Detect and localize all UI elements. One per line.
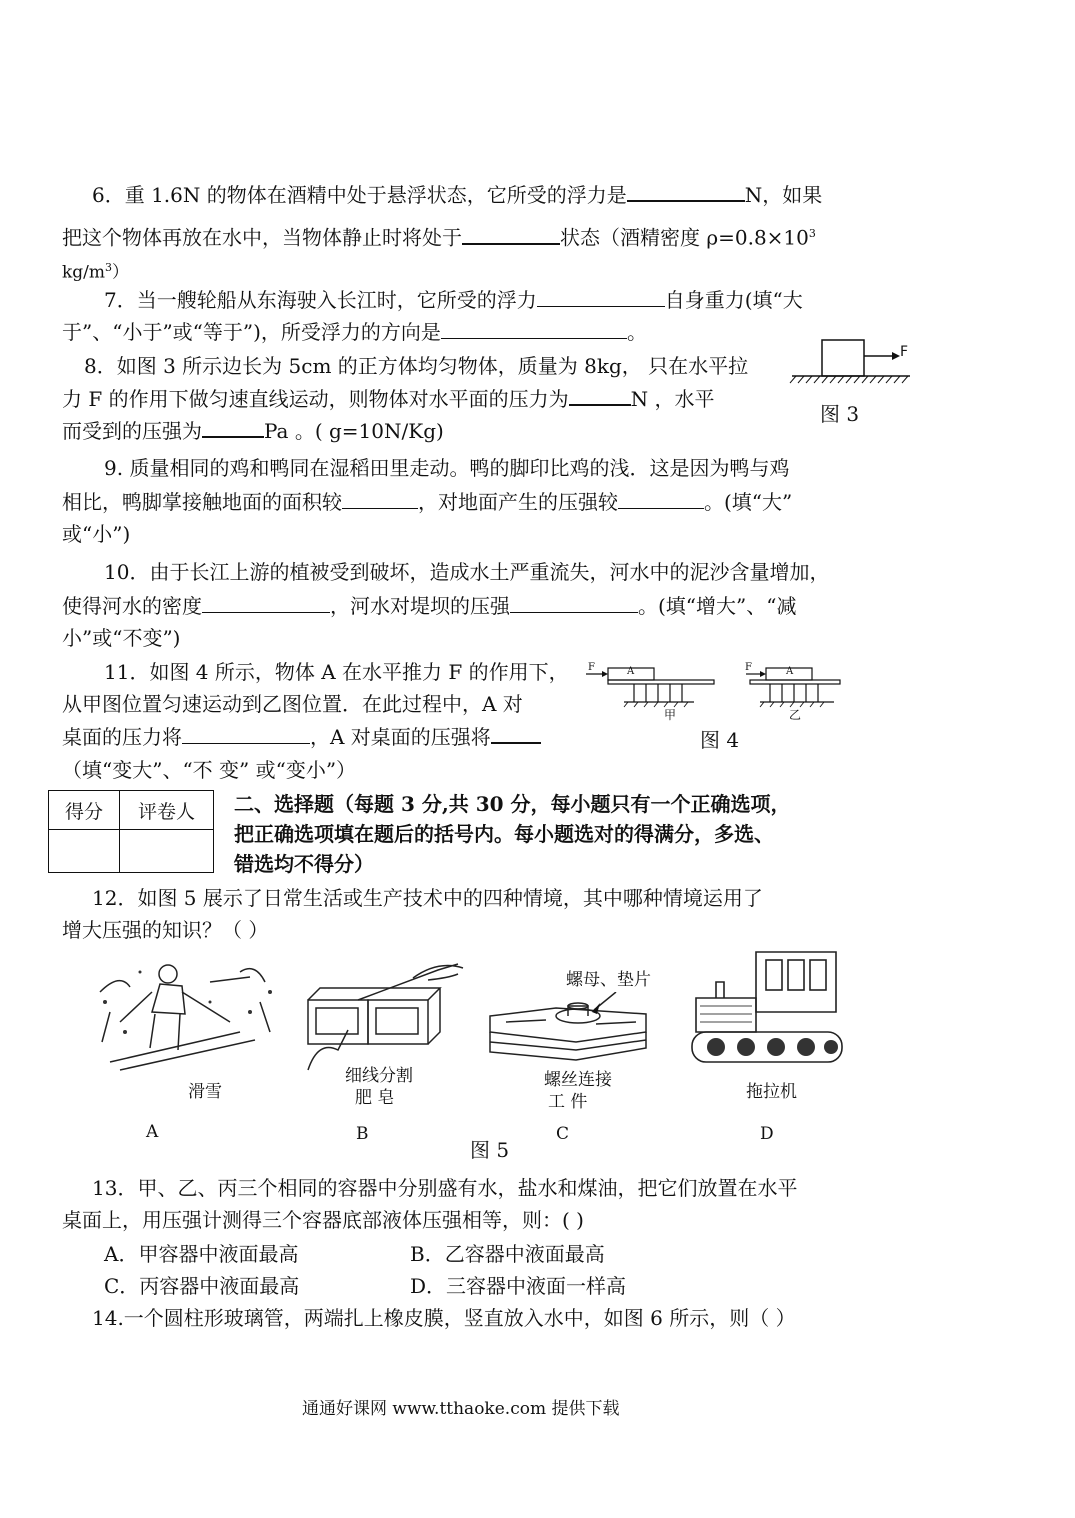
q14-line1: 14.一个圆柱形玻璃管，两端扎上橡皮膜，竖直放入水中，如图 6 所示，则（ ） [92, 1306, 796, 1330]
q10-blank1[interactable] [202, 592, 330, 613]
q6-line3: $kg/m^3$） [62, 261, 130, 283]
q9-line2: 相比，鸭脚掌接触地面的面积较 ，对地面产生的压强较 。(填“大” [62, 490, 793, 514]
pic-b-letter: B [356, 1124, 369, 1144]
q8-blank1[interactable] [569, 384, 631, 406]
q9-blank2[interactable] [618, 488, 704, 509]
q7-blank1[interactable] [537, 286, 665, 307]
pic-c-caption-1: 螺丝连接 [544, 1070, 612, 1090]
q10-blank2[interactable] [510, 592, 638, 613]
figure-3-force-label: F [900, 344, 909, 360]
q8-line3: 而受到的压强为 Pa 。( g=10N/Kg) [62, 416, 444, 445]
score-header: 得分 [49, 791, 120, 830]
q11-line2: 从甲图位置匀速运动到乙图位置．在此过程中，A 对 [62, 692, 523, 716]
q7-blank2[interactable] [441, 318, 627, 339]
q11-line4: （填“变大”、“不 变” 或“变小”） [62, 758, 357, 782]
q10-line3: 小”或“不变”) [62, 626, 181, 650]
figure-4-f-label-jia: F [588, 662, 595, 673]
q8-blank2[interactable] [202, 416, 264, 438]
pic-d-letter: D [760, 1124, 774, 1144]
q13-option-b[interactable]: B．乙容器中液面最高 [410, 1242, 605, 1266]
pic-d-caption: 拖拉机 [746, 1082, 797, 1102]
section2-line1: 二、选择题（每题 3 分,共 30 分，每小题只有一个正确选项， [234, 792, 791, 816]
figure-4-diagram [584, 662, 854, 724]
q6-line1: 6．重 1.6N 的物体在酒精中处于悬浮状态，它所受的浮力是 N，如果 [92, 180, 822, 209]
q13-option-d[interactable]: D．三容器中液面一样高 [410, 1274, 627, 1298]
q11-line1: 11．如图 4 所示，物体 A 在水平推力 F 的作用下， [104, 660, 569, 684]
grader-header: 评卷人 [120, 791, 214, 830]
q13-line2: 桌面上，用压强计测得三个容器底部液体压强相等，则：( ) [62, 1208, 584, 1232]
pic-c-top-label: 螺母、垫片 [566, 970, 651, 990]
figure-4-a-label-jia: A [627, 666, 635, 677]
q7-line1: 7．当一艘轮船从东海驶入长江时，它所受的浮力 自身重力(填“大 [104, 288, 803, 312]
figure-5-label: 图 5 [470, 1138, 510, 1162]
figure-4-label: 图 4 [700, 728, 740, 752]
figure-4-yi-label: 乙 [789, 708, 802, 722]
bolt-connection-picture [486, 992, 656, 1064]
q12-line1: 12．如图 5 展示了日常生活或生产技术中的四种情境，其中哪种情境运用了 [92, 886, 763, 910]
q6-blank2[interactable] [462, 223, 560, 245]
q8-line1: 8．如图 3 所示边长为 5cm 的正方体均匀物体，质量为 8kg， 只在水平拉 [84, 354, 749, 378]
q9-line3: 或“小”) [62, 522, 131, 546]
figure-3-label: 图 3 [820, 402, 860, 426]
footer-source: 通通好课网 www.tthaoke.com 提供下载 [302, 1399, 620, 1419]
figure-4-f-label-yi: F [745, 662, 752, 673]
q10-line1: 10．由于长江上游的植被受到破坏，造成水土严重流失，河水中的泥沙含量增加， [104, 560, 830, 584]
q9-line1: 9. 质量相同的鸡和鸭同在湿稻田里走动。鸭的脚印比鸡的浅．这是因为鸭与鸡 [104, 456, 790, 480]
q11-blank1[interactable] [182, 723, 310, 744]
tractor-picture [686, 946, 846, 1074]
section2-line3: 错选均不得分） [234, 852, 374, 876]
q6-blank1[interactable] [627, 180, 745, 202]
q13-option-a[interactable]: A．甲容器中液面最高 [104, 1242, 299, 1266]
q13-option-c[interactable]: C．丙容器中液面最高 [104, 1274, 300, 1298]
section2-line2: 把正确选项填在题后的括号内。每小题选对的得满分，多选、 [234, 822, 774, 846]
score-table [48, 790, 214, 873]
q9-blank1[interactable] [342, 488, 418, 509]
figure-3-diagram [788, 336, 918, 386]
q11-blank2[interactable] [491, 722, 541, 744]
skiing-picture [90, 952, 280, 1076]
pic-c-caption-2: 工 件 [548, 1092, 588, 1112]
score-cell[interactable] [49, 830, 120, 873]
q10-line2: 使得河水的密度 ，河水对堤坝的压强 。(填“增大”、“减 [62, 594, 797, 618]
figure-4-a-label-yi: A [786, 666, 794, 677]
pic-b-caption-1: 细线分割 [345, 1066, 413, 1086]
q7-line2: 于”、“小于”或“等于”)，所受浮力的方向是 。 [62, 320, 647, 344]
pic-a-caption: 滑雪 [188, 1082, 222, 1102]
pic-c-letter: C [556, 1124, 570, 1144]
pic-a-letter: A [146, 1122, 159, 1142]
pic-b-caption-2: 肥 皂 [355, 1088, 395, 1108]
q11-line3: 桌面的压力将 ，A 对桌面的压强将 [62, 722, 541, 751]
q8-line2: 力 F 的作用下做匀速直线运动，则物体对水平面的压力为 N ，水平 [62, 384, 714, 413]
q13-line1: 13．甲、乙、丙三个相同的容器中分别盛有水，盐水和煤油，把它们放置在水平 [92, 1176, 798, 1200]
grader-cell[interactable] [120, 830, 214, 873]
figure-4-jia-label: 甲 [664, 708, 677, 722]
q12-line2: 增大压强的知识？（ ） [62, 918, 269, 942]
q6-line2: 把这个物体再放在水中，当物体静止时将处于 状态（酒精密度 $\rho=0.8\times 10^3$ [62, 220, 816, 252]
